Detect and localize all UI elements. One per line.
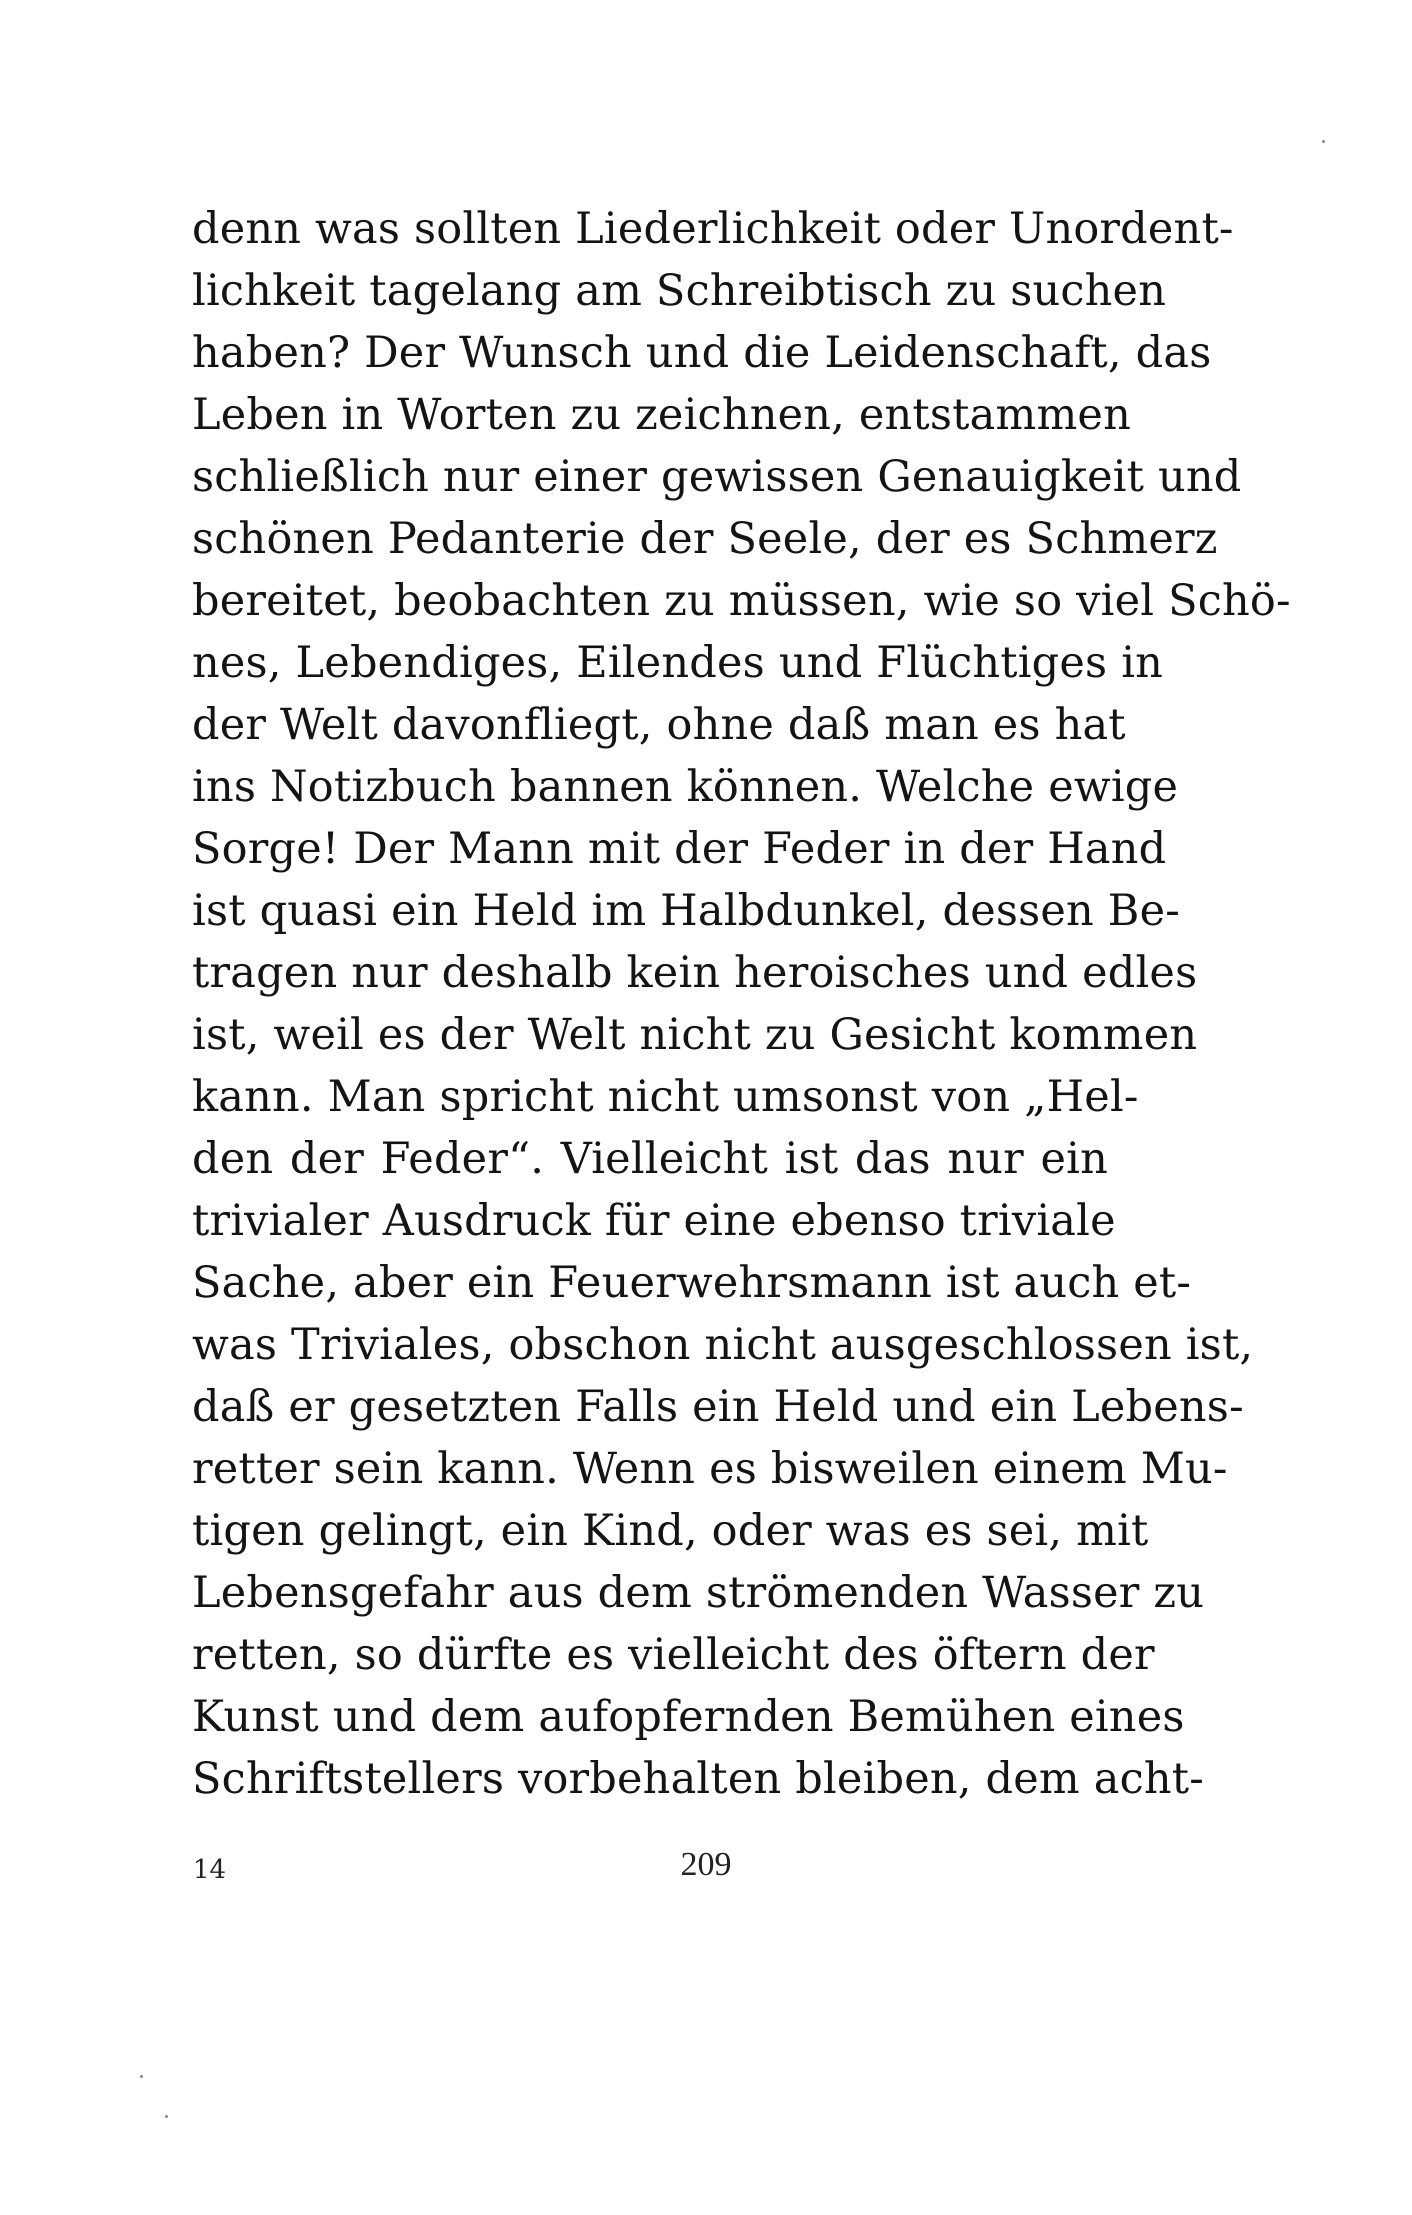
paper-speck: [140, 2075, 143, 2078]
text-line: schönen Pedanterie der Seele, der es Schmerz: [192, 514, 1218, 564]
text-line: ins Notizbuch bannen können. Welche ewige: [192, 762, 1179, 812]
paper-speck: [1322, 140, 1325, 143]
paper-speck: [165, 2115, 168, 2118]
text-line: Sorge! Der Mann mit der Feder in der Hand: [192, 824, 1167, 874]
page-number: 209: [680, 1846, 732, 1883]
text-line: ist quasi ein Held im Halbdunkel, dessen Be-: [192, 886, 1180, 936]
text-line: Schriftstellers vorbehalten bleiben, dem acht-: [192, 1754, 1204, 1804]
text-line: retter sein kann. Wenn es bisweilen einem Mu-: [192, 1444, 1228, 1494]
text-line: kann. Man spricht nicht umsonst von „Hel-: [192, 1072, 1139, 1122]
text-line: der Welt davonfliegt, ohne daß man es hat: [192, 700, 1126, 750]
text-line: lichkeit tagelang am Schreibtisch zu suchen: [192, 266, 1167, 316]
text-line: tigen gelingt, ein Kind, oder was es sei, mit: [192, 1506, 1149, 1556]
text-line: Leben in Worten zu zeichnen, entstammen: [192, 390, 1131, 440]
text-line: was Triviales, obschon nicht ausgeschlossen ist,: [192, 1320, 1254, 1370]
text-line: den der Feder“. Vielleicht ist das nur ein: [192, 1134, 1108, 1184]
signature-mark: 14: [193, 1855, 227, 1885]
text-line: trivialer Ausdruck für eine ebenso triviale: [192, 1196, 1116, 1246]
text-line: Sache, aber ein Feuerwehrsmann ist auch et-: [192, 1258, 1192, 1308]
text-line: haben? Der Wunsch und die Leidenschaft, das: [192, 328, 1212, 378]
text-line: Kunst und dem aufopfernden Bemühen eines: [192, 1692, 1185, 1742]
body-text: [192, 198, 1291, 1810]
text-line: daß er gesetzten Falls ein Held und ein Lebens-: [192, 1382, 1244, 1432]
text-line: nes, Lebendiges, Eilendes und Flüchtiges in: [192, 638, 1164, 688]
text-line: schließlich nur einer gewissen Genauigkeit und: [192, 452, 1242, 502]
text-line: bereitet, beobachten zu müssen, wie so viel Schö-: [192, 576, 1291, 626]
text-line: denn was sollten Liederlichkeit oder Unordent-: [192, 204, 1234, 254]
text-line: ist, weil es der Welt nicht zu Gesicht kommen: [192, 1010, 1198, 1060]
text-line: tragen nur deshalb kein heroisches und edles: [192, 948, 1198, 998]
text-line: retten, so dürfte es vielleicht des öftern der: [192, 1630, 1155, 1680]
text-line: Lebensgefahr aus dem strömenden Wasser zu: [192, 1568, 1205, 1618]
